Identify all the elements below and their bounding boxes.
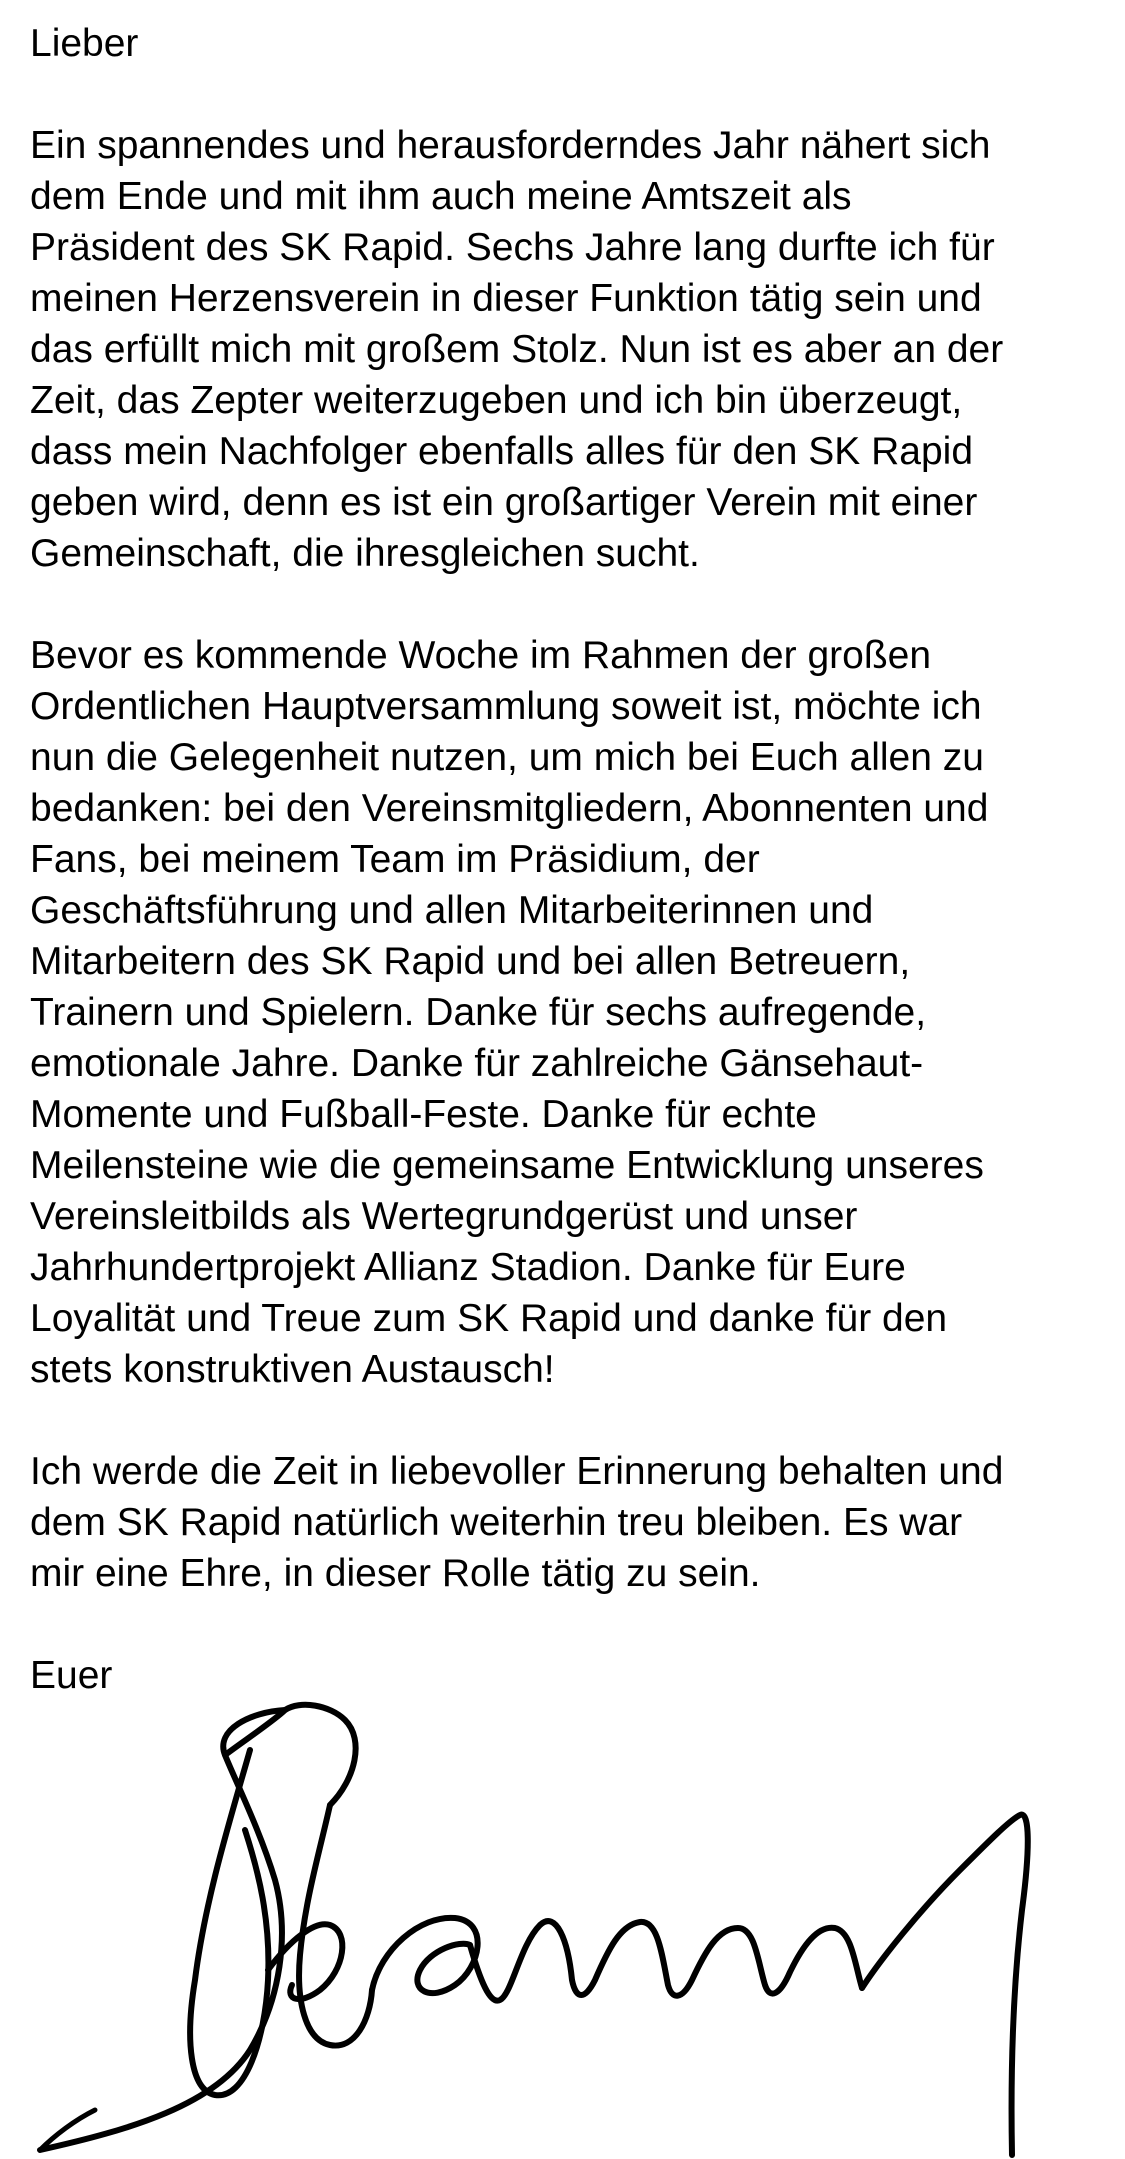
letter-paragraph-1: Ein spannendes und herausforderndes Jahr nähert sich dem Ende und mit ihm auch meine Amtszeit als Präsident des SK Rapid. Sechs Jahre lang durfte ich für meinen Herzensverein in dieser Funktion tätig sein und das erfüllt mich mit großem Stolz. Nun ist es aber an der Zeit, das Zepter weiterzugeben und ich bin überzeugt, dass mein Nachfolger ebenfalls alles für den SK Rapid geben wird, denn es ist ein großartiger Verein mit einer Gemeinschaft, die ihresgleichen sucht. [30,124,1004,575]
signature-main-stroke [40,1710,285,2150]
letter-paragraph-2: Bevor es kommende Woche im Rahmen der großen Ordentlichen Hauptversammlung soweit ist, möchte ich nun die Gelegenheit nutzen, um mich bei Euch allen zu bedanken: bei den Vereinsmitgliedern, Abonnenten und Fans, bei meinem Team im Präsidium, der Geschäftsführung und allen Mitarbeiterinnen und Mitarbeitern des SK Rapid und bei allen Betreuern, Trainern und Spielern. Danke für sechs aufregende, emotionale Jahre. Danke für zahlreiche Gänsehaut- Momente und Fußball-Feste. Danke für echte Meilensteine wie die gemeinsame Entwicklung unseres Vereinsleitbilds als Wertegrundgerüst und unser Jahrhundertprojekt Allianz Stadion. Danke für Eure Loyalität und Treue zum SK Rapid und danke für den stets konstruktiven Austausch! [30,634,989,1391]
letter-salutation: Lieber [30,22,139,65]
letter-closing: Euer [30,1654,113,1697]
signature-left-loop [190,1750,268,2095]
signature-right-tail [862,1815,1028,2155]
signature-drawing [0,1700,1125,2159]
letter-paragraph-3: Ich werde die Zeit in liebevoller Erinnerung behalten und dem SK Rapid natürlich weiterhin treu bleiben. Es war mir eine Ehre, in dieser Rolle tätig zu sein. [30,1450,1004,1595]
letter-body [30,18,1110,1701]
signature-wave-series [470,1921,862,2001]
signature-bowl [372,1918,478,1993]
handwritten-signature [0,1700,1125,2159]
